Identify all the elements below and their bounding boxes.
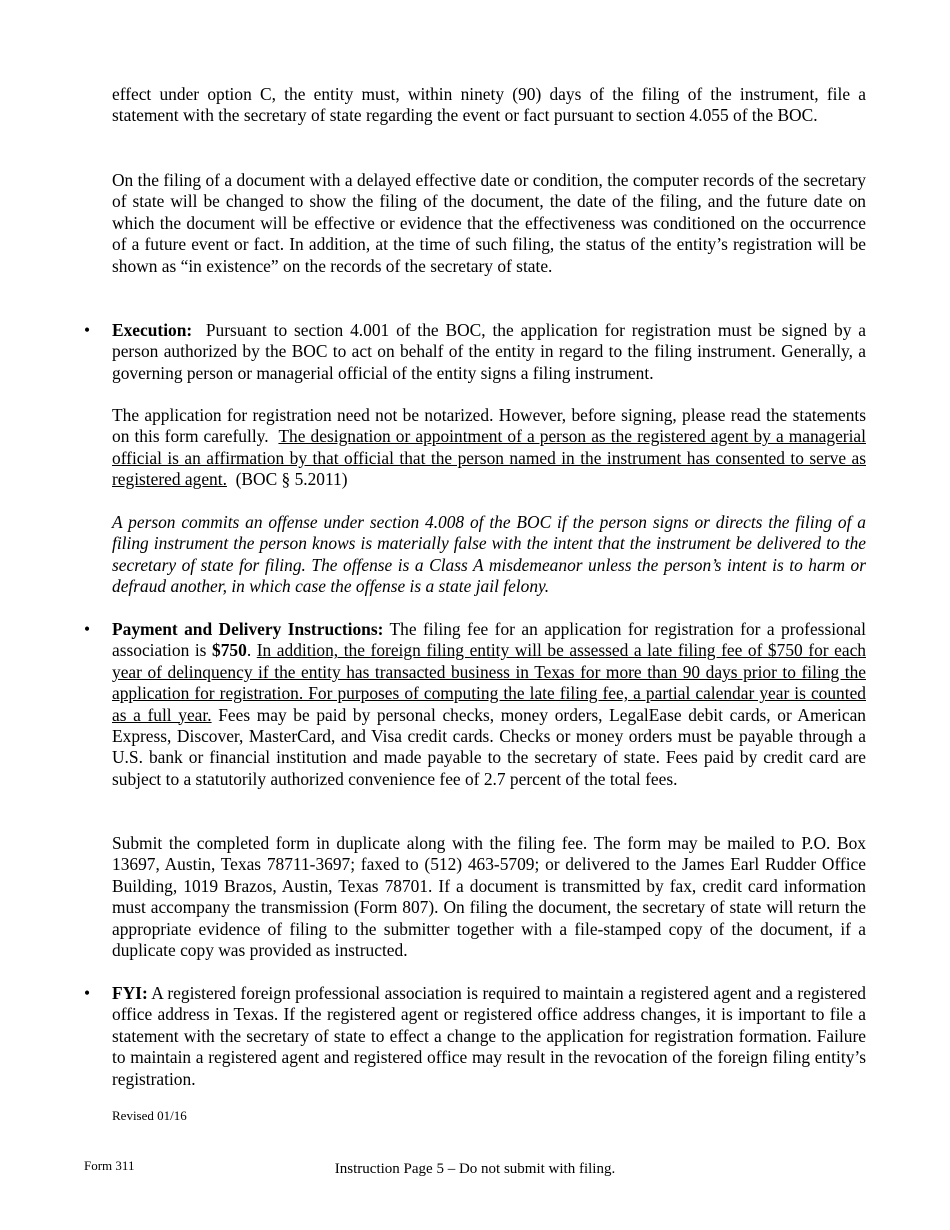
bullet-payment: •: [84, 619, 91, 639]
paragraph-execution: [112, 320, 866, 384]
late-filing-fee-notice: In addition, the foreign filing entity will be assessed a late filing fee of $750 for each year of delinquency if the entity has transacted business in Texas for more than 90 days prior to filing the application for registration. For purposes of computing the late filing fee, a partial calendar year is counted as a full year.: [112, 640, 866, 725]
registered-agent-affirmation: The designation or appointment of a person as the registered agent by a managerial official is an affirmation by that official that the person named in the instrument has consented to serve as registered agent.: [112, 426, 866, 490]
execution-heading: Execution:: [112, 320, 193, 340]
paragraph-fyi: [112, 983, 866, 1090]
payment-heading: Payment and Delivery Instructions:: [112, 619, 384, 639]
paragraph-delayed-effective-date: On the filing of a document with a delayed effective date or condition, the computer records of the secretary of state will be changed to show the filing of the document, the date of the filing, and the future date on which the document will be effective or evidence that the effectiveness was conditioned on the occurrence of a future event or fact. In addition, at the time of such filing, the status of the entity’s registration will be shown as “in existence” on the records of the secretary of state.: [112, 170, 866, 276]
payment-period: .: [246, 640, 252, 661]
form-number: Form 311: [84, 1158, 135, 1173]
paragraph-payment: [112, 619, 866, 790]
paragraph-notarization: [112, 405, 866, 491]
revision-date: Revised 01/16: [112, 1108, 187, 1123]
notarization-text: The application for registration need not be notarized. However, before signing, please read the statements on this form carefully.: [112, 405, 866, 447]
bullet-fyi: •: [84, 983, 91, 1003]
paragraph-offense-warning: A person commits an offense under section 4.008 of the BOC if the person signs or directs the filing of a filing instrument the person knows is materially false with the intent that the instrument be delivered to the secretary of state for filing. The offense is a Class A misdemeanor unless the person’s intent is to harm or defraud another, in which case the offense is a state jail felony.: [112, 512, 866, 597]
fyi-text: A registered foreign professional association is required to maintain a registered agent and a registered office address in Texas. If the registered agent or registered office address changes, it is important to file a statement with the secretary of state to effect a change to the application for registration formation. Failure to maintain a registered agent and registered office may result in the revocation of the foreign filing entity’s registration.: [112, 983, 866, 1089]
bullet-execution: •: [84, 320, 91, 340]
filing-fee-amount: $750: [212, 640, 247, 661]
payment-methods-text: Fees may be paid by personal checks, money orders, LegalEase debit cards, or American Express, Discover, MasterCard, and Visa credit cards. Checks or money orders must be payable through a U.S. bank or financial institution and made payable to the secretary of state. Fees paid by credit card are subject to a statutorily authorized convenience fee of 2.7 percent of the total fees.: [112, 704, 866, 789]
paragraph-option-c: effect under option C, the entity must, within ninety (90) days of the filing of the instrument, file a statement with the secretary of state regarding the event or fact pursuant to section 4.055 of the BOC.: [112, 84, 866, 126]
boc-citation: (BOC § 5.2011): [235, 469, 348, 490]
fyi-heading: FYI:: [112, 983, 148, 1003]
paragraph-submission: Submit the completed form in duplicate along with the filing fee. The form may be mailed to P.O. Box 13697, Austin, Texas 78711-3697; faxed to (512) 463-5709; or delivered to the James Earl Rudder Office Building, 1019 Brazos, Austin, Texas 78701. If a document is transmitted by fax, credit card information must accompany the transmission (Form 807). On filing the document, the secretary of state will return the appropriate evidence of filing to the submitter together with a file-stamped copy of the document, if a duplicate copy was provided as instructed.: [112, 833, 866, 961]
execution-text: Pursuant to section 4.001 of the BOC, the application for registration must be signed by a person authorized by the BOC to act on behalf of the entity in regard to the filing instrument. Generally, a governing person or managerial official of the entity signs a filing instrument.: [112, 320, 866, 383]
payment-text-intro: The filing fee for an application for registration for a professional association is: [112, 619, 866, 661]
instruction-page-footer: Instruction Page 5 – Do not submit with filing.: [334, 1161, 616, 1177]
